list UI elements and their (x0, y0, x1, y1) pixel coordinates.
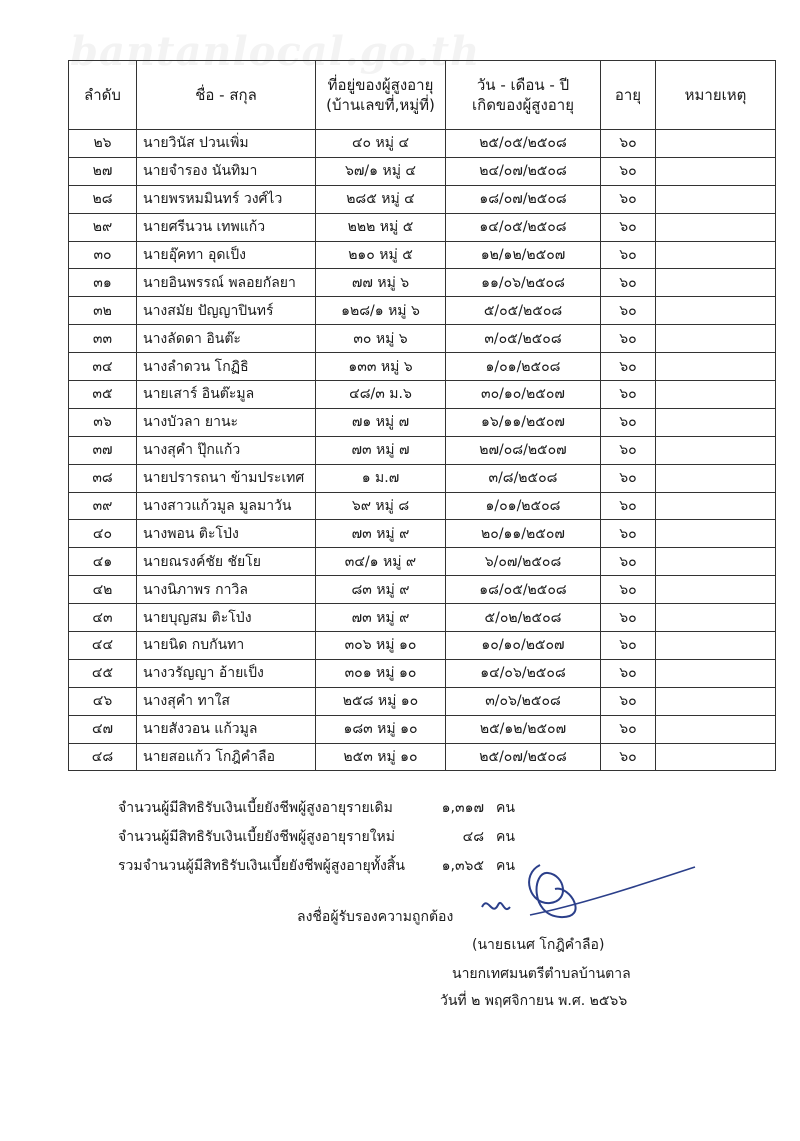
address: ๖๗/๑ หมู่ ๔ (316, 157, 446, 185)
person-name: นายสังวอน แก้วมูล (137, 715, 316, 743)
remark (656, 520, 776, 548)
header-order: ลำดับ (69, 61, 137, 130)
age: ๖๐ (601, 381, 656, 409)
row-number: ๔๐ (69, 520, 137, 548)
remark (656, 381, 776, 409)
remark (656, 715, 776, 743)
table-row (69, 241, 776, 269)
birth-date: ๑๒/๑๒/๒๕๐๗ (446, 241, 601, 269)
age: ๖๐ (601, 157, 656, 185)
summary-value: ๑,๓๖๕ (441, 858, 484, 874)
remark (656, 353, 776, 381)
remark (656, 185, 776, 213)
birth-date: ๓๐/๑๐/๒๕๐๗ (446, 381, 601, 409)
birth-date: ๒๔/๐๗/๒๕๐๘ (446, 157, 601, 185)
age: ๖๐ (601, 604, 656, 632)
birth-date: ๑๐/๑๐/๒๕๐๗ (446, 632, 601, 660)
person-name: นายอุ๊คทา อุดเป็ง (137, 241, 316, 269)
row-number: ๔๘ (69, 743, 137, 771)
age: ๖๐ (601, 715, 656, 743)
remark (656, 408, 776, 436)
age: ๖๐ (601, 659, 656, 687)
birth-date: ๒๕/๑๒/๒๕๐๗ (446, 715, 601, 743)
row-number: ๔๖ (69, 687, 137, 715)
address: ๗๓ หมู่ ๙ (316, 520, 446, 548)
address: ๑๒๘/๑ หมู่ ๖ (316, 297, 446, 325)
age: ๖๐ (601, 408, 656, 436)
remark (656, 632, 776, 660)
table-row (69, 213, 776, 241)
person-name: นางพอน ติะโป่ง (137, 520, 316, 548)
age: ๖๐ (601, 130, 656, 158)
birth-date: ๑๔/๐๕/๒๕๐๘ (446, 213, 601, 241)
remark (656, 213, 776, 241)
address: ๒๕๘ หมู่ ๑๐ (316, 687, 446, 715)
summary-unit: คน (496, 858, 515, 874)
age: ๖๐ (601, 464, 656, 492)
header-dob (446, 61, 601, 130)
table-row (69, 436, 776, 464)
table-row (69, 632, 776, 660)
remark (656, 604, 776, 632)
row-number: ๓๖ (69, 408, 137, 436)
table-row (69, 157, 776, 185)
birth-date: ๒๕/๐๗/๒๕๐๘ (446, 743, 601, 771)
header-address-line2: (บ้านเลขที่,หมู่ที่) (326, 96, 435, 114)
table-header-row (69, 61, 776, 130)
birth-date: ๕/๐๕/๒๕๐๘ (446, 297, 601, 325)
summary-unit: คน (496, 800, 515, 816)
summary-unit: คน (496, 829, 515, 845)
person-name: นายบุญสม ติะโป่ง (137, 604, 316, 632)
table-row (69, 659, 776, 687)
address: ๓๐ หมู่ ๖ (316, 325, 446, 353)
remark (656, 325, 776, 353)
person-name: นายเสาร์ อินต๊ะมูล (137, 381, 316, 409)
person-name: นางวรัญญา อ้ายเป็ง (137, 659, 316, 687)
summary-row-existing (118, 797, 538, 826)
elderly-allowance-table (68, 60, 776, 771)
age: ๖๐ (601, 269, 656, 297)
row-number: ๓๙ (69, 492, 137, 520)
summary-label: จำนวนผู้มีสิทธิรับเงินเบี้ยยังชีพผู้สูงอายุรายใหม่ (118, 829, 395, 845)
address: ๗๗ หมู่ ๖ (316, 269, 446, 297)
birth-date: ๒๗/๐๘/๒๕๐๗ (446, 436, 601, 464)
table-row (69, 715, 776, 743)
birth-date: ๑๘/๐๗/๒๕๐๘ (446, 185, 601, 213)
row-number: ๓๔ (69, 353, 137, 381)
signer-position: นายกเทศมนตรีตำบลบ้านตาล (452, 966, 631, 982)
address: ๓๐๑ หมู่ ๑๐ (316, 659, 446, 687)
handwritten-signature (470, 845, 710, 945)
table-row (69, 492, 776, 520)
person-name: นายพรหมมินทร์ วงศ์ไว (137, 185, 316, 213)
person-name: นายศรีนวน เทพแก้ว (137, 213, 316, 241)
row-number: ๓๒ (69, 297, 137, 325)
address: ๗๑ หมู่ ๗ (316, 408, 446, 436)
birth-date: ๑/๐๑/๒๕๐๘ (446, 492, 601, 520)
birth-date: ๓/๐๖/๒๕๐๘ (446, 687, 601, 715)
remark (656, 548, 776, 576)
row-number: ๒๘ (69, 185, 137, 213)
address: ๗๓ หมู่ ๙ (316, 604, 446, 632)
address: ๒๘๕ หมู่ ๔ (316, 185, 446, 213)
person-name: นางบัวลา ยานะ (137, 408, 316, 436)
remark (656, 130, 776, 158)
summary-value: ๔๘ (462, 829, 484, 845)
row-number: ๓๓ (69, 325, 137, 353)
age: ๖๐ (601, 576, 656, 604)
row-number: ๒๗ (69, 157, 137, 185)
table-row (69, 520, 776, 548)
person-name: นายนิด กบกันทา (137, 632, 316, 660)
summary-value: ๑,๓๑๗ (441, 800, 484, 816)
table-row (69, 185, 776, 213)
age: ๖๐ (601, 297, 656, 325)
table-row (69, 381, 776, 409)
certify-label: ลงชื่อผู้รับรองความถูกต้อง (297, 909, 454, 925)
table-row (69, 130, 776, 158)
age: ๖๐ (601, 436, 656, 464)
person-name: นางสมัย ปัญญาปินทร์ (137, 297, 316, 325)
remark (656, 269, 776, 297)
sign-date: วันที่ ๒ พฤศจิกายน พ.ศ. ๒๕๖๖ (440, 993, 628, 1009)
age: ๖๐ (601, 492, 656, 520)
row-number: ๓๗ (69, 436, 137, 464)
age: ๖๐ (601, 353, 656, 381)
header-age: อายุ (601, 61, 656, 130)
table-row (69, 269, 776, 297)
table-row (69, 353, 776, 381)
header-dob-line1: วัน - เดือน - ปี (476, 76, 570, 94)
header-address-line1: ที่อยู่ของผู้สูงอายุ (327, 76, 434, 94)
table-row (69, 743, 776, 771)
remark (656, 157, 776, 185)
address: ๓๔/๑ หมู่ ๙ (316, 548, 446, 576)
person-name: นายปรารถนา ข้ามประเทศ (137, 464, 316, 492)
age: ๖๐ (601, 687, 656, 715)
birth-date: ๑๑/๐๖/๒๕๐๘ (446, 269, 601, 297)
person-name: นางนิภาพร กาวิล (137, 576, 316, 604)
row-number: ๒๖ (69, 130, 137, 158)
row-number: ๓๘ (69, 464, 137, 492)
summary-label: รวมจำนวนผู้มีสิทธิรับเงินเบี้ยยังชีพผู้สูงอายุทั้งสิ้น (118, 858, 405, 874)
table-row (69, 325, 776, 353)
remark (656, 464, 776, 492)
signer-name: (นายธเนศ โกฎิคำลือ) (472, 937, 605, 953)
remark (656, 436, 776, 464)
address: ๒๕๓ หมู่ ๑๐ (316, 743, 446, 771)
person-name: นางสุคำ ทาใส (137, 687, 316, 715)
table-row (69, 297, 776, 325)
remark (656, 659, 776, 687)
table-row (69, 576, 776, 604)
age: ๖๐ (601, 325, 656, 353)
birth-date: ๒๐/๑๑/๒๕๐๗ (446, 520, 601, 548)
person-name: นายวินัส ปวนเพิ่ม (137, 130, 316, 158)
remark (656, 492, 776, 520)
address: ๔๐ หมู่ ๔ (316, 130, 446, 158)
birth-date: ๓/๐๕/๒๕๐๘ (446, 325, 601, 353)
address: ๘๓ หมู่ ๙ (316, 576, 446, 604)
summary-label: จำนวนผู้มีสิทธิรับเงินเบี้ยยังชีพผู้สูงอายุรายเดิม (118, 800, 393, 816)
birth-date: ๑๘/๐๕/๒๕๐๘ (446, 576, 601, 604)
address: ๔๘/๓ ม.๖ (316, 381, 446, 409)
row-number: ๒๙ (69, 213, 137, 241)
age: ๖๐ (601, 632, 656, 660)
person-name: นายจำรอง นันทิมา (137, 157, 316, 185)
birth-date: ๑๖/๑๑/๒๕๐๗ (446, 408, 601, 436)
watermark: bantanlocal.go.th (70, 28, 481, 75)
header-remark: หมายเหตุ (656, 61, 776, 130)
person-name: นางลำดวน โกฏิธิ (137, 353, 316, 381)
age: ๖๐ (601, 520, 656, 548)
table-row (69, 464, 776, 492)
row-number: ๔๕ (69, 659, 137, 687)
age: ๖๐ (601, 185, 656, 213)
age: ๖๐ (601, 213, 656, 241)
address: ๑ ม.๗ (316, 464, 446, 492)
remark (656, 241, 776, 269)
row-number: ๔๔ (69, 632, 137, 660)
age: ๖๐ (601, 743, 656, 771)
address: ๒๑๐ หมู่ ๕ (316, 241, 446, 269)
remark (656, 297, 776, 325)
person-name: นายอินพรรณ์ พลอยกัลยา (137, 269, 316, 297)
row-number: ๓๑ (69, 269, 137, 297)
person-name: นางสุคำ ปุ๊กแก้ว (137, 436, 316, 464)
table-row (69, 687, 776, 715)
address: ๒๒๒ หมู่ ๕ (316, 213, 446, 241)
address: ๑๓๓ หมู่ ๖ (316, 353, 446, 381)
table-row (69, 548, 776, 576)
person-name: นายสอแก้ว โกฎิคำลือ (137, 743, 316, 771)
person-name: นางลัดดา อินต๊ะ (137, 325, 316, 353)
row-number: ๔๗ (69, 715, 137, 743)
row-number: ๓๐ (69, 241, 137, 269)
age: ๖๐ (601, 241, 656, 269)
address: ๗๓ หมู่ ๗ (316, 436, 446, 464)
header-dob-line2: เกิดของผู้สูงอายุ (471, 96, 575, 114)
remark (656, 687, 776, 715)
person-name: นางสาวแก้วมูล มูลมาวัน (137, 492, 316, 520)
age: ๖๐ (601, 548, 656, 576)
address: ๖๙ หมู่ ๘ (316, 492, 446, 520)
address: ๓๐๖ หมู่ ๑๐ (316, 632, 446, 660)
birth-date: ๑/๐๑/๒๕๐๘ (446, 353, 601, 381)
row-number: ๓๕ (69, 381, 137, 409)
person-name: นายณรงค์ชัย ชัยโย (137, 548, 316, 576)
birth-date: ๓/๘/๒๕๐๘ (446, 464, 601, 492)
table-row (69, 604, 776, 632)
remark (656, 576, 776, 604)
remark (656, 743, 776, 771)
address: ๑๘๓ หมู่ ๑๐ (316, 715, 446, 743)
table-row (69, 408, 776, 436)
row-number: ๔๒ (69, 576, 137, 604)
birth-date: ๑๔/๐๖/๒๕๐๘ (446, 659, 601, 687)
row-number: ๔๓ (69, 604, 137, 632)
header-address (316, 61, 446, 130)
row-number: ๔๑ (69, 548, 137, 576)
birth-date: ๖/๐๗/๒๕๐๘ (446, 548, 601, 576)
header-name: ชื่อ - สกุล (137, 61, 316, 130)
birth-date: ๒๕/๐๕/๒๕๐๘ (446, 130, 601, 158)
birth-date: ๕/๐๒/๒๕๐๘ (446, 604, 601, 632)
